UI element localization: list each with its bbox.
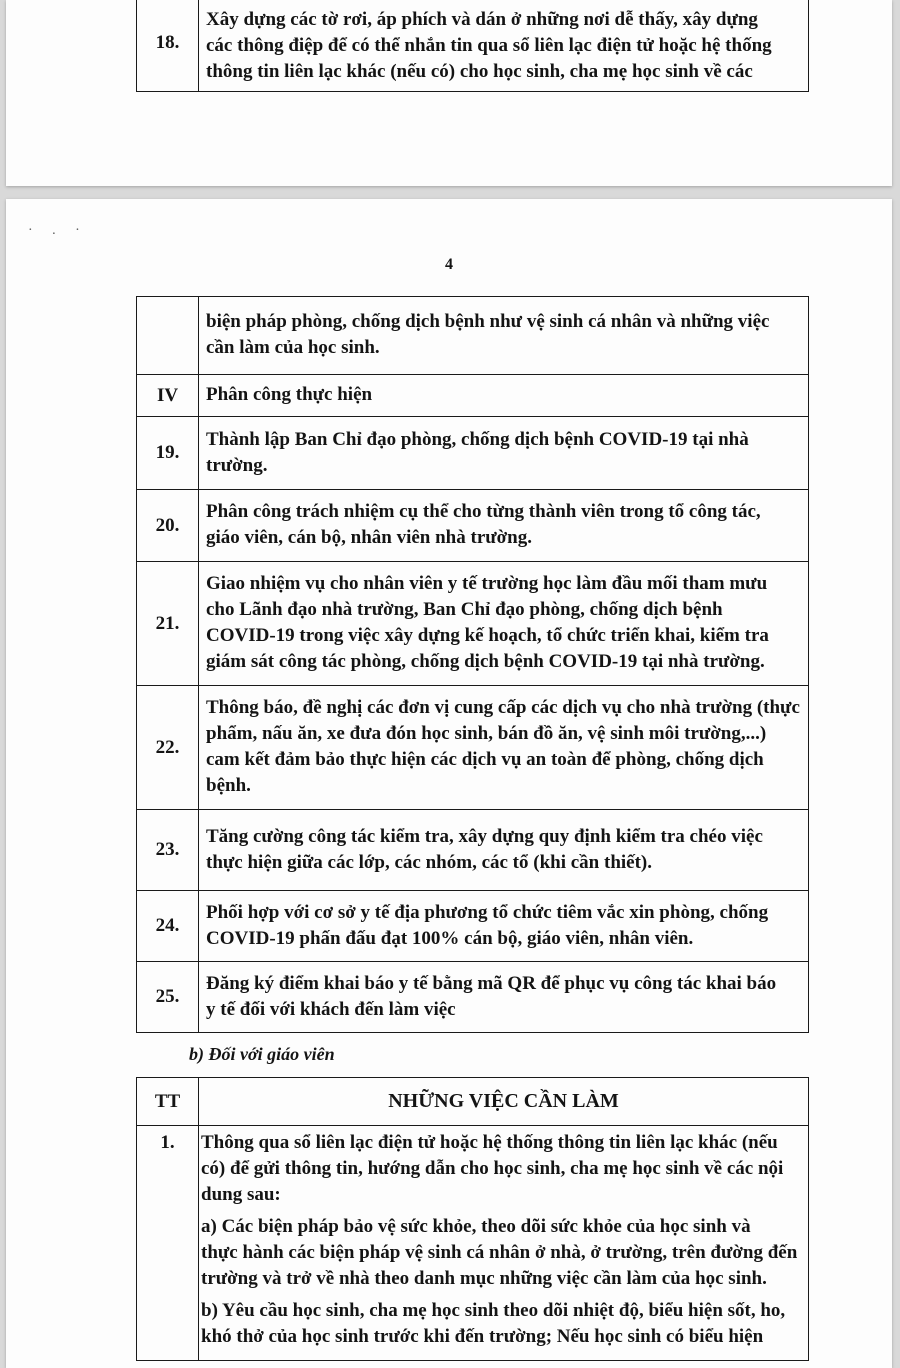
row-text: [199, 297, 809, 375]
text-line: Thông qua sổ liên lạc điện tử hoặc hệ thống thông tin liên lạc khác (nếu: [201, 1132, 778, 1153]
text-line: thông tin liên lạc khác (nếu có) cho học sinh, cha mẹ học sinh về các: [206, 60, 753, 82]
text-line: y tế đối với khách đến làm việc: [206, 998, 456, 1020]
text-line: a) Các biện pháp bảo vệ sức khỏe, theo dõi sức khỏe của học sinh và: [201, 1216, 751, 1237]
text-line: COVID-19 trong việc xây dựng kế hoạch, tổ chức triển khai, kiểm tra: [206, 625, 769, 646]
table-row: [137, 962, 809, 1033]
row-number: [137, 297, 199, 375]
row-text: [199, 810, 809, 891]
text-line: Đăng ký điểm khai báo y tế bằng mã QR để phục vụ công tác khai báo: [206, 972, 777, 994]
previous-page-fragment: [6, 0, 892, 186]
table-row: [137, 1126, 809, 1361]
row-text: [199, 891, 809, 962]
text-line: cam kết đảm bảo thực hiện các dịch vụ an toàn để phòng, chống dịch: [206, 749, 764, 770]
section-title: Phân công thực hiện: [199, 375, 809, 417]
paragraph: [201, 1214, 808, 1292]
text-line: b) Yêu cầu học sinh, cha mẹ học sinh theo dõi nhiệt độ, biểu hiện sốt, ho,: [201, 1300, 786, 1321]
text-line: Thành lập Ban Chỉ đạo phòng, chống dịch bệnh COVID-19 tại nhà: [206, 428, 749, 450]
text-line: giám sát công tác phòng, chống dịch bệnh COVID-19 tại nhà trường.: [206, 651, 765, 672]
row-number: 23.: [137, 810, 199, 891]
previous-page-table: [136, 0, 809, 92]
scan-specks: · . ·: [28, 223, 88, 238]
text-line: các thông điệp để có thể nhắn tin qua sổ liên lạc điện tử hoặc hệ thống: [206, 34, 772, 56]
text-line: biện pháp phòng, chống dịch bệnh như vệ sinh cá nhân và những việc: [206, 311, 770, 332]
text-line: cần làm của học sinh.: [206, 337, 380, 358]
paragraph: [201, 1298, 808, 1350]
table-row: [137, 0, 809, 92]
paragraph: [201, 1130, 808, 1208]
text-line: Phân công trách nhiệm cụ thể cho từng thành viên trong tổ công tác,: [206, 501, 761, 522]
text-line: thực hành các biện pháp vệ sinh cá nhân ở nhà, ở trường, trên đường đến: [201, 1242, 798, 1263]
row-number: 22.: [137, 686, 199, 810]
table-row: [137, 297, 809, 375]
text-line: Tăng cường công tác kiểm tra, xây dựng quy định kiểm tra chéo việc: [206, 825, 763, 847]
row-number: 24.: [137, 891, 199, 962]
table-row: [137, 417, 809, 490]
table-header-row: [137, 1078, 809, 1126]
row-text: [199, 562, 809, 686]
row-text: [199, 0, 809, 92]
section-row: [137, 375, 809, 417]
text-line: Xây dựng các tờ rơi, áp phích và dán ở những nơi dễ thấy, xây dựng: [206, 8, 758, 30]
section-number: IV: [137, 375, 199, 417]
row-text: [199, 962, 809, 1033]
table-row: [137, 562, 809, 686]
table-row: [137, 891, 809, 962]
row-number: 18.: [137, 0, 199, 92]
text-line: giáo viên, cán bộ, nhân viên nhà trường.: [206, 527, 532, 548]
row-number: 1.: [137, 1126, 199, 1361]
text-line: cho Lãnh đạo nhà trường, Ban Chỉ đạo phòng, chống dịch bệnh: [206, 599, 723, 620]
text-line: Phối hợp với cơ sở y tế địa phương tổ chức tiêm vắc xin phòng, chống: [206, 901, 769, 923]
text-line: có) để gửi thông tin, hướng dẫn cho học sinh, cha mẹ học sinh về các nội: [201, 1158, 784, 1179]
table-row: [137, 810, 809, 891]
row-text: [199, 417, 809, 490]
table-row: [137, 686, 809, 810]
text-line: bệnh.: [206, 775, 251, 796]
row-text: [199, 686, 809, 810]
row-text: [199, 490, 809, 562]
section-subheading: b) Đối với giáo viên: [189, 1044, 335, 1064]
row-number: 19.: [137, 417, 199, 490]
teacher-tasks-table: [136, 1077, 809, 1361]
row-text: [199, 1126, 809, 1361]
text-line: trường.: [206, 454, 268, 476]
tasks-table: [136, 296, 809, 1033]
table-row: [137, 490, 809, 562]
text-line: dung sau:: [201, 1184, 281, 1205]
page-number: 4: [445, 256, 453, 273]
text-line: Thông báo, đề nghị các đơn vị cung cấp các dịch vụ cho nhà trường (thực: [206, 697, 800, 718]
row-number: 20.: [137, 490, 199, 562]
row-number: 25.: [137, 962, 199, 1033]
column-header-tt: TT: [137, 1078, 199, 1126]
text-line: Giao nhiệm vụ cho nhân viên y tế trường học làm đầu mối tham mưu: [206, 573, 768, 594]
text-line: phẩm, nấu ăn, xe đưa đón học sinh, bán đồ ăn, vệ sinh môi trường,...): [206, 723, 767, 744]
row-number: 21.: [137, 562, 199, 686]
document-page: [6, 199, 892, 1368]
text-line: trường và trở về nhà theo danh mục những việc cần làm của học sinh.: [201, 1268, 767, 1289]
column-header-tasks: NHỮNG VIỆC CẦN LÀM: [199, 1078, 809, 1126]
text-line: COVID-19 phấn đấu đạt 100% cán bộ, giáo viên, nhân viên.: [206, 927, 694, 949]
text-line: thực hiện giữa các lớp, các nhóm, các tổ (khi cần thiết).: [206, 851, 653, 873]
text-line: khó thở của học sinh trước khi đến trường; Nếu học sinh có biểu hiện: [201, 1326, 764, 1347]
